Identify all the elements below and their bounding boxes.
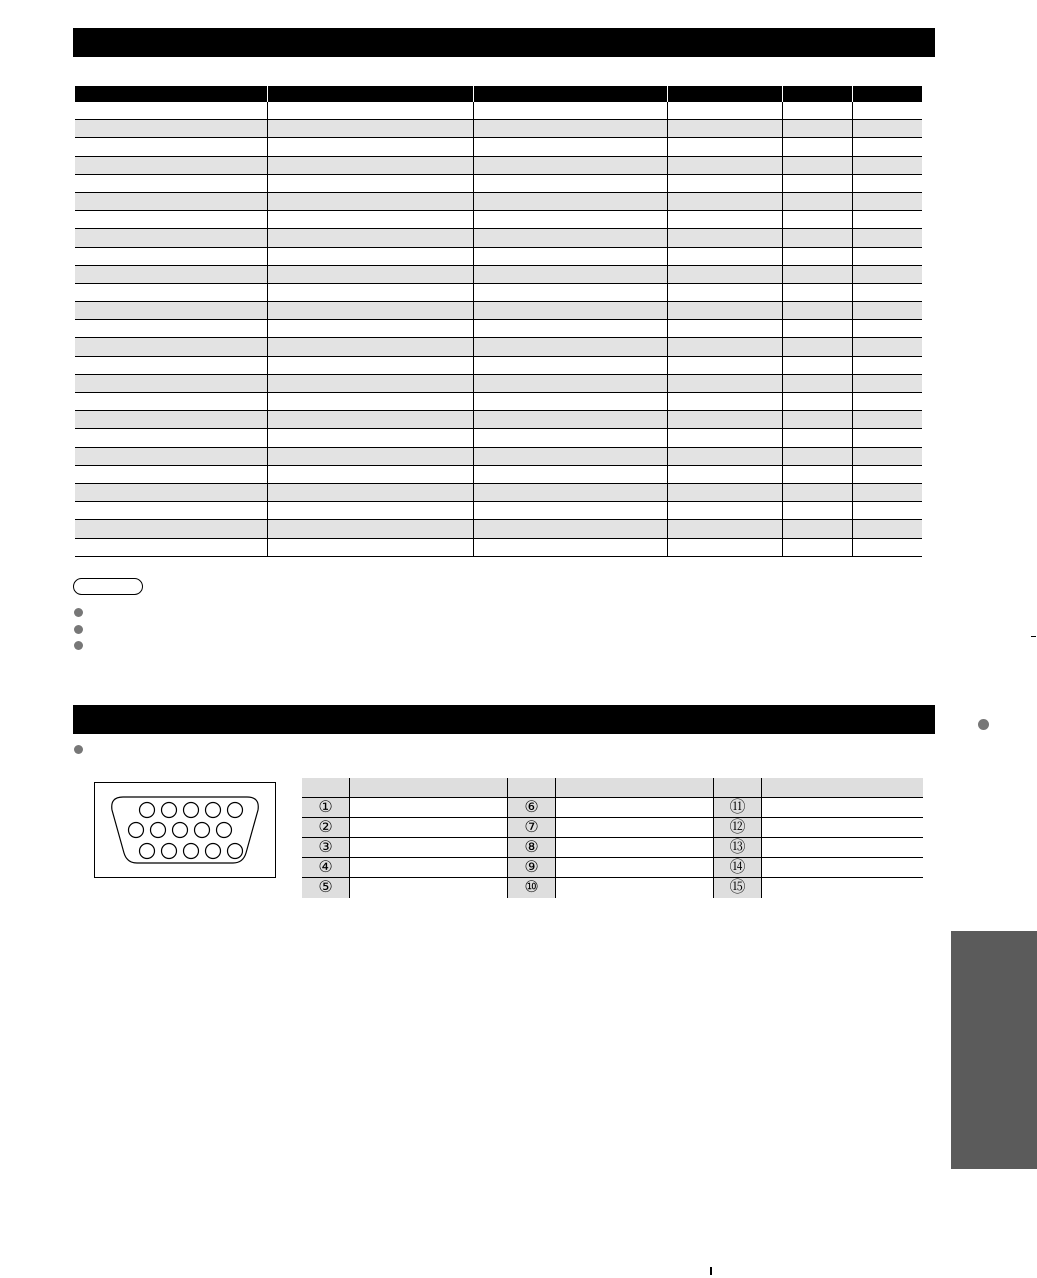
table-cell [268,539,474,556]
pin-signal-cell [350,818,508,837]
header-cell [75,86,268,102]
pin-number: ⑨ [508,858,556,877]
table-row [75,138,922,156]
table-row [75,266,922,284]
table-cell [783,266,853,283]
pin-row [302,818,923,838]
table-cell [474,393,668,410]
edge-mark [1031,636,1036,637]
table-cell [853,120,922,137]
table-cell [668,102,783,119]
table-cell [783,448,853,465]
table-cell [853,393,922,410]
header-cell [474,86,668,102]
pin-number: ① [302,798,350,817]
table-cell [783,320,853,337]
table-cell [75,429,268,446]
table-cell [853,138,922,155]
table-cell [268,120,474,137]
table-cell [75,120,268,137]
table-cell [75,284,268,301]
table-cell [75,302,268,319]
pin-signal-cell [556,818,714,837]
table-cell [783,466,853,483]
pin-number: ⑤ [302,878,350,898]
signal-table-body [75,102,922,557]
table-cell [668,175,783,192]
table-cell [75,248,268,265]
table-cell [853,338,922,355]
pin-number: ⑦ [508,818,556,837]
pin-number: ⑬ [714,838,762,857]
table-cell [783,175,853,192]
table-cell [668,284,783,301]
note-bullet [74,625,83,634]
table-cell [783,484,853,501]
table-cell [75,138,268,155]
signal-table-header [75,86,922,102]
table-row [75,429,922,447]
table-cell [783,302,853,319]
table-cell [853,284,922,301]
table-row [75,393,922,411]
table-cell [853,484,922,501]
table-cell [668,502,783,519]
table-row [75,466,922,484]
table-cell [268,357,474,374]
table-cell [668,484,783,501]
pin-signal-cell [762,858,923,877]
pin-number: ② [302,818,350,837]
header-cell [668,86,783,102]
pin-signal-cell [762,838,923,857]
pin-number: ⑪ [714,798,762,817]
header-cell [268,86,474,102]
side-index-tab [951,931,1037,1169]
table-cell [668,466,783,483]
table-row [75,193,922,211]
page-tick-mark [710,1267,712,1275]
pin-signal-cell [556,838,714,857]
table-cell [268,320,474,337]
signal-table [75,86,922,557]
section-header-bar [73,28,935,57]
pin-number: ⑩ [508,878,556,898]
table-cell [474,138,668,155]
dsub-pin-hole [184,844,199,859]
table-cell [668,320,783,337]
pin-signal-cell [556,878,714,898]
pin-row [302,798,923,818]
table-cell [853,520,922,537]
table-cell [474,375,668,392]
table-row [75,229,922,247]
table-row [75,284,922,302]
table-cell [853,375,922,392]
header-cell [762,778,923,797]
table-cell [668,338,783,355]
pin-number: ⑥ [508,798,556,817]
table-cell [75,320,268,337]
dsub-pin-hole [129,823,144,838]
table-row [75,302,922,320]
pin-number: ⑭ [714,858,762,877]
table-row [75,211,922,229]
table-cell [268,502,474,519]
header-cell [508,778,556,797]
dsub-pin-hole [184,803,199,818]
table-cell [474,211,668,228]
table-cell [268,157,474,174]
table-cell [853,193,922,210]
table-cell [668,411,783,428]
pin-number: ⑮ [714,878,762,898]
table-cell [268,448,474,465]
table-cell [668,375,783,392]
table-cell [668,120,783,137]
table-cell [268,284,474,301]
table-cell [474,157,668,174]
table-row [75,338,922,356]
table-cell [853,320,922,337]
table-cell [853,157,922,174]
table-cell [474,193,668,210]
table-cell [474,302,668,319]
table-cell [75,102,268,119]
table-cell [783,284,853,301]
table-cell [853,502,922,519]
table-cell [668,193,783,210]
header-cell [853,86,922,102]
table-cell [853,102,922,119]
table-cell [268,429,474,446]
table-cell [668,448,783,465]
table-cell [853,539,922,556]
table-cell [783,102,853,119]
table-cell [783,429,853,446]
table-cell [75,357,268,374]
table-cell [474,284,668,301]
table-cell [853,266,922,283]
table-cell [783,411,853,428]
table-cell [783,229,853,246]
pin-signal-cell [556,858,714,877]
table-cell [268,393,474,410]
table-cell [783,120,853,137]
table-row [75,484,922,502]
table-cell [75,448,268,465]
table-cell [474,429,668,446]
table-cell [783,157,853,174]
pin-signal-cell [762,878,923,898]
dsub-connector-figure [94,782,276,878]
table-cell [668,157,783,174]
table-cell [75,539,268,556]
table-cell [474,175,668,192]
table-cell [853,211,922,228]
table-cell [75,157,268,174]
section-header-bar [73,705,935,734]
table-cell [268,229,474,246]
dsub-pin-hole [206,803,221,818]
table-cell [853,466,922,483]
table-cell [783,393,853,410]
pin-signal-cell [350,858,508,877]
table-cell [474,229,668,246]
note-bullet [74,641,83,650]
table-cell [783,211,853,228]
table-cell [268,266,474,283]
table-cell [474,266,668,283]
table-cell [75,375,268,392]
table-cell [474,248,668,265]
table-cell [668,357,783,374]
table-cell [668,248,783,265]
table-cell [268,338,474,355]
table-row [75,357,922,375]
table-cell [75,193,268,210]
header-cell [714,778,762,797]
table-cell [474,466,668,483]
table-cell [668,520,783,537]
table-cell [75,411,268,428]
pin-signal-cell [762,798,923,817]
table-cell [853,175,922,192]
table-cell [268,520,474,537]
table-cell [474,448,668,465]
table-cell [853,448,922,465]
table-cell [75,502,268,519]
table-row [75,448,922,466]
table-cell [668,211,783,228]
pin-number: ③ [302,838,350,857]
table-cell [75,229,268,246]
table-cell [668,229,783,246]
table-row [75,539,922,557]
table-cell [853,357,922,374]
table-cell [853,429,922,446]
dsub-pin-hole [195,823,210,838]
table-cell [75,520,268,537]
pin-signal-cell [556,798,714,817]
table-cell [474,520,668,537]
table-cell [783,357,853,374]
pin-assignment-table [302,778,923,898]
table-cell [474,484,668,501]
table-row [75,175,922,193]
note-label-box [73,578,143,595]
table-cell [268,138,474,155]
note-bullet [74,608,83,617]
table-row [75,375,922,393]
table-row [75,411,922,429]
section-bullet [74,745,83,754]
table-cell [268,193,474,210]
table-cell [783,539,853,556]
table-cell [268,102,474,119]
table-cell [783,338,853,355]
table-row [75,102,922,120]
pin-row [302,858,923,878]
header-cell [350,778,508,797]
table-cell [474,120,668,137]
header-cell [556,778,714,797]
table-cell [268,211,474,228]
dsub-connector-drawing [95,783,275,877]
table-cell [668,302,783,319]
dsub-pin-hole [217,823,232,838]
dsub-pin-hole [140,803,155,818]
side-bullet [978,719,989,730]
table-cell [853,302,922,319]
dsub-pin-hole [228,803,243,818]
table-cell [75,338,268,355]
table-cell [474,102,668,119]
table-cell [268,375,474,392]
table-cell [474,320,668,337]
table-row [75,320,922,338]
table-cell [268,302,474,319]
table-cell [668,138,783,155]
table-cell [783,375,853,392]
table-cell [783,193,853,210]
table-cell [474,539,668,556]
dsub-pin-hole [151,823,166,838]
pin-number: ⑫ [714,818,762,837]
table-cell [75,211,268,228]
table-cell [783,248,853,265]
pin-number: ④ [302,858,350,877]
header-cell [302,778,350,797]
table-cell [668,429,783,446]
table-cell [268,466,474,483]
table-row [75,502,922,520]
table-row [75,248,922,266]
table-cell [474,357,668,374]
dsub-pin-hole [173,823,188,838]
table-cell [75,175,268,192]
pin-table-body [302,798,923,898]
dsub-pin-hole [140,844,155,859]
pin-signal-cell [350,838,508,857]
table-cell [783,502,853,519]
table-row [75,157,922,175]
pin-signal-cell [350,878,508,898]
table-cell [268,411,474,428]
dsub-pin-hole [206,844,221,859]
dsub-pin-hole [228,844,243,859]
table-cell [783,520,853,537]
table-cell [853,411,922,428]
table-cell [75,266,268,283]
pin-number: ⑧ [508,838,556,857]
table-cell [668,266,783,283]
table-row [75,120,922,138]
pin-row [302,878,923,898]
table-cell [268,248,474,265]
table-cell [474,502,668,519]
table-cell [75,484,268,501]
header-cell [783,86,853,102]
pin-signal-cell [762,818,923,837]
table-cell [474,338,668,355]
table-cell [853,229,922,246]
table-cell [668,539,783,556]
table-cell [268,484,474,501]
pin-row [302,838,923,858]
table-cell [853,248,922,265]
table-row [75,520,922,538]
table-cell [474,411,668,428]
table-cell [268,175,474,192]
pin-table-header [302,778,923,798]
table-cell [75,393,268,410]
dsub-pin-hole [162,803,177,818]
table-cell [75,466,268,483]
table-cell [783,138,853,155]
pin-signal-cell [350,798,508,817]
table-cell [668,393,783,410]
dsub-pin-hole [162,844,177,859]
